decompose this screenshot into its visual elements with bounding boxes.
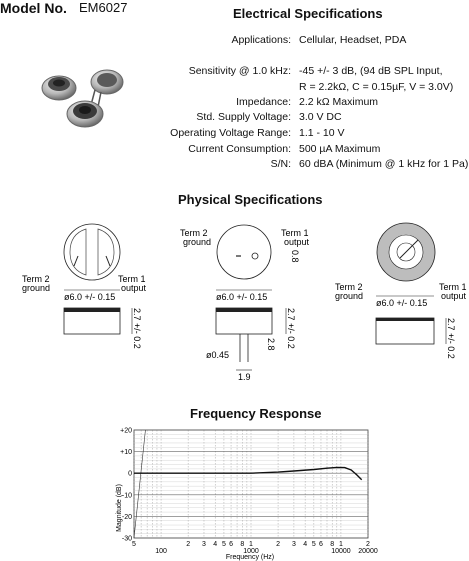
d2-term1-label: Term 1 xyxy=(281,228,309,238)
spec-value: -45 +/- 3 dB, (94 dB SPL Input, xyxy=(299,65,443,77)
chart-y-axis-label: Magnitude (dB) xyxy=(116,484,123,532)
d3-term1-label: Term 1 xyxy=(439,282,467,292)
d1-height-dim: 2.7 +/- 0.2 xyxy=(132,308,142,349)
chart-y-tick-label: -30 xyxy=(121,535,132,543)
d2-pin-diameter-dim: ø0.45 xyxy=(206,350,230,360)
d2-pin-length-dim: 2.8 xyxy=(266,338,276,351)
d1-term1-label: Term 1 xyxy=(118,274,146,284)
d2-ground-label: ground xyxy=(183,237,212,247)
spec-label: Current Consumption: xyxy=(188,143,291,155)
chart-x-tick-label: 2 xyxy=(366,541,370,548)
spec-value: Cellular, Headset, PDA xyxy=(299,34,407,46)
chart-x-tick-label: 8 xyxy=(240,541,245,548)
d1-term2-label: Term 2 xyxy=(22,274,50,284)
spec-value: 2.2 kΩ Maximum xyxy=(299,96,379,108)
d2-pad-dim: 0.8 xyxy=(290,250,300,263)
d1-ground-label: ground xyxy=(22,283,51,293)
chart-x-tick-label: 2 xyxy=(276,541,281,548)
spec-label: Impedance: xyxy=(236,96,291,108)
spec-value: 1.1 - 10 V xyxy=(299,127,345,139)
model-number: EM6027 xyxy=(79,0,128,15)
d2-pin-pitch-dim: 1.9 xyxy=(238,372,251,382)
chart-x-tick-label: 4 xyxy=(213,541,218,548)
chart-x-tick-label: 5 xyxy=(221,541,226,548)
spec-label: S/N: xyxy=(270,158,291,170)
d2-output-label: output xyxy=(284,237,310,247)
chart-x-axis-label: Frequency (Hz) xyxy=(225,554,275,561)
chart-x-tick-label: 3 xyxy=(291,541,296,548)
d2-diameter-dim: ø6.0 +/- 0.15 xyxy=(216,292,268,302)
chart-x-tick-label: 5 xyxy=(132,541,136,548)
d3-height-dim: 2.7 +/- 0.2 xyxy=(446,318,456,359)
chart-x-tick-major-label: 10000 xyxy=(331,548,351,555)
chart-x-tick-label: 4 xyxy=(303,541,308,548)
chart-y-tick-label: 0 xyxy=(128,470,132,478)
chart-x-tick-label: 3 xyxy=(202,541,206,548)
spec-value: 3.0 V DC xyxy=(299,111,342,123)
chart-x-tick-label: 6 xyxy=(229,541,234,548)
drawing-top-view-3 xyxy=(335,223,467,359)
drawing-top-view-2 xyxy=(180,225,310,382)
d3-diameter-dim: ø6.0 +/- 0.15 xyxy=(376,298,428,308)
physical-specs-title: Physical Specifications xyxy=(178,192,323,207)
d1-output-label: output xyxy=(121,283,147,293)
spec-value: 60 dBA (Minimum @ 1 kHz for 1 Pa) xyxy=(299,158,469,170)
chart-x-tick-major-label: 20000 xyxy=(358,548,378,555)
spec-label: Std. Supply Voltage: xyxy=(196,111,291,123)
chart-x-tick-label: 1 xyxy=(338,541,343,548)
spec-value: R = 2.2kΩ, C = 0.15µF, V = 3.0V) xyxy=(299,81,454,93)
d2-height-dim: 2.7 +/- 0.2 xyxy=(286,308,296,349)
electrical-specs-title: Electrical Specifications xyxy=(233,6,383,21)
model-label: Model No. xyxy=(0,0,67,16)
chart-y-tick-label: +20 xyxy=(120,427,132,435)
d3-output-label: output xyxy=(441,291,467,301)
chart-x-tick-label: 6 xyxy=(319,541,323,548)
chart-title: Frequency Response xyxy=(190,406,322,421)
spec-value: 500 µA Maximum xyxy=(299,143,381,155)
chart-y-tick-label: -20 xyxy=(121,513,132,521)
frequency-response-chart xyxy=(0,420,469,561)
chart-y-tick-label: -10 xyxy=(121,492,132,500)
d3-ground-label: ground xyxy=(335,291,364,301)
chart-x-tick-label: 8 xyxy=(330,541,335,548)
spec-label: Sensitivity @ 1.0 kHz: xyxy=(188,65,291,77)
chart-x-tick-major-label: 1000 xyxy=(243,548,259,555)
d2-term2-label: Term 2 xyxy=(180,228,208,238)
chart-x-tick-label: 1 xyxy=(249,541,253,548)
microphone-capsule-3 xyxy=(67,101,103,127)
spec-label: Applications: xyxy=(231,34,291,46)
chart-x-tick-major-label: 100 xyxy=(155,548,167,555)
product-photo xyxy=(35,60,135,150)
microphone-capsule-1 xyxy=(42,76,76,100)
d1-diameter-dim: ø6.0 +/- 0.15 xyxy=(64,292,116,302)
d3-term2-label: Term 2 xyxy=(335,282,363,292)
chart-x-tick-label: 5 xyxy=(311,541,316,548)
chart-y-tick-label: +10 xyxy=(120,449,132,457)
chart-x-tick-label: 2 xyxy=(186,541,191,548)
physical-drawings xyxy=(0,210,469,410)
drawing-top-view-1 xyxy=(22,224,147,349)
microphone-capsule-2 xyxy=(91,70,123,107)
spec-label: Operating Voltage Range: xyxy=(170,127,291,139)
